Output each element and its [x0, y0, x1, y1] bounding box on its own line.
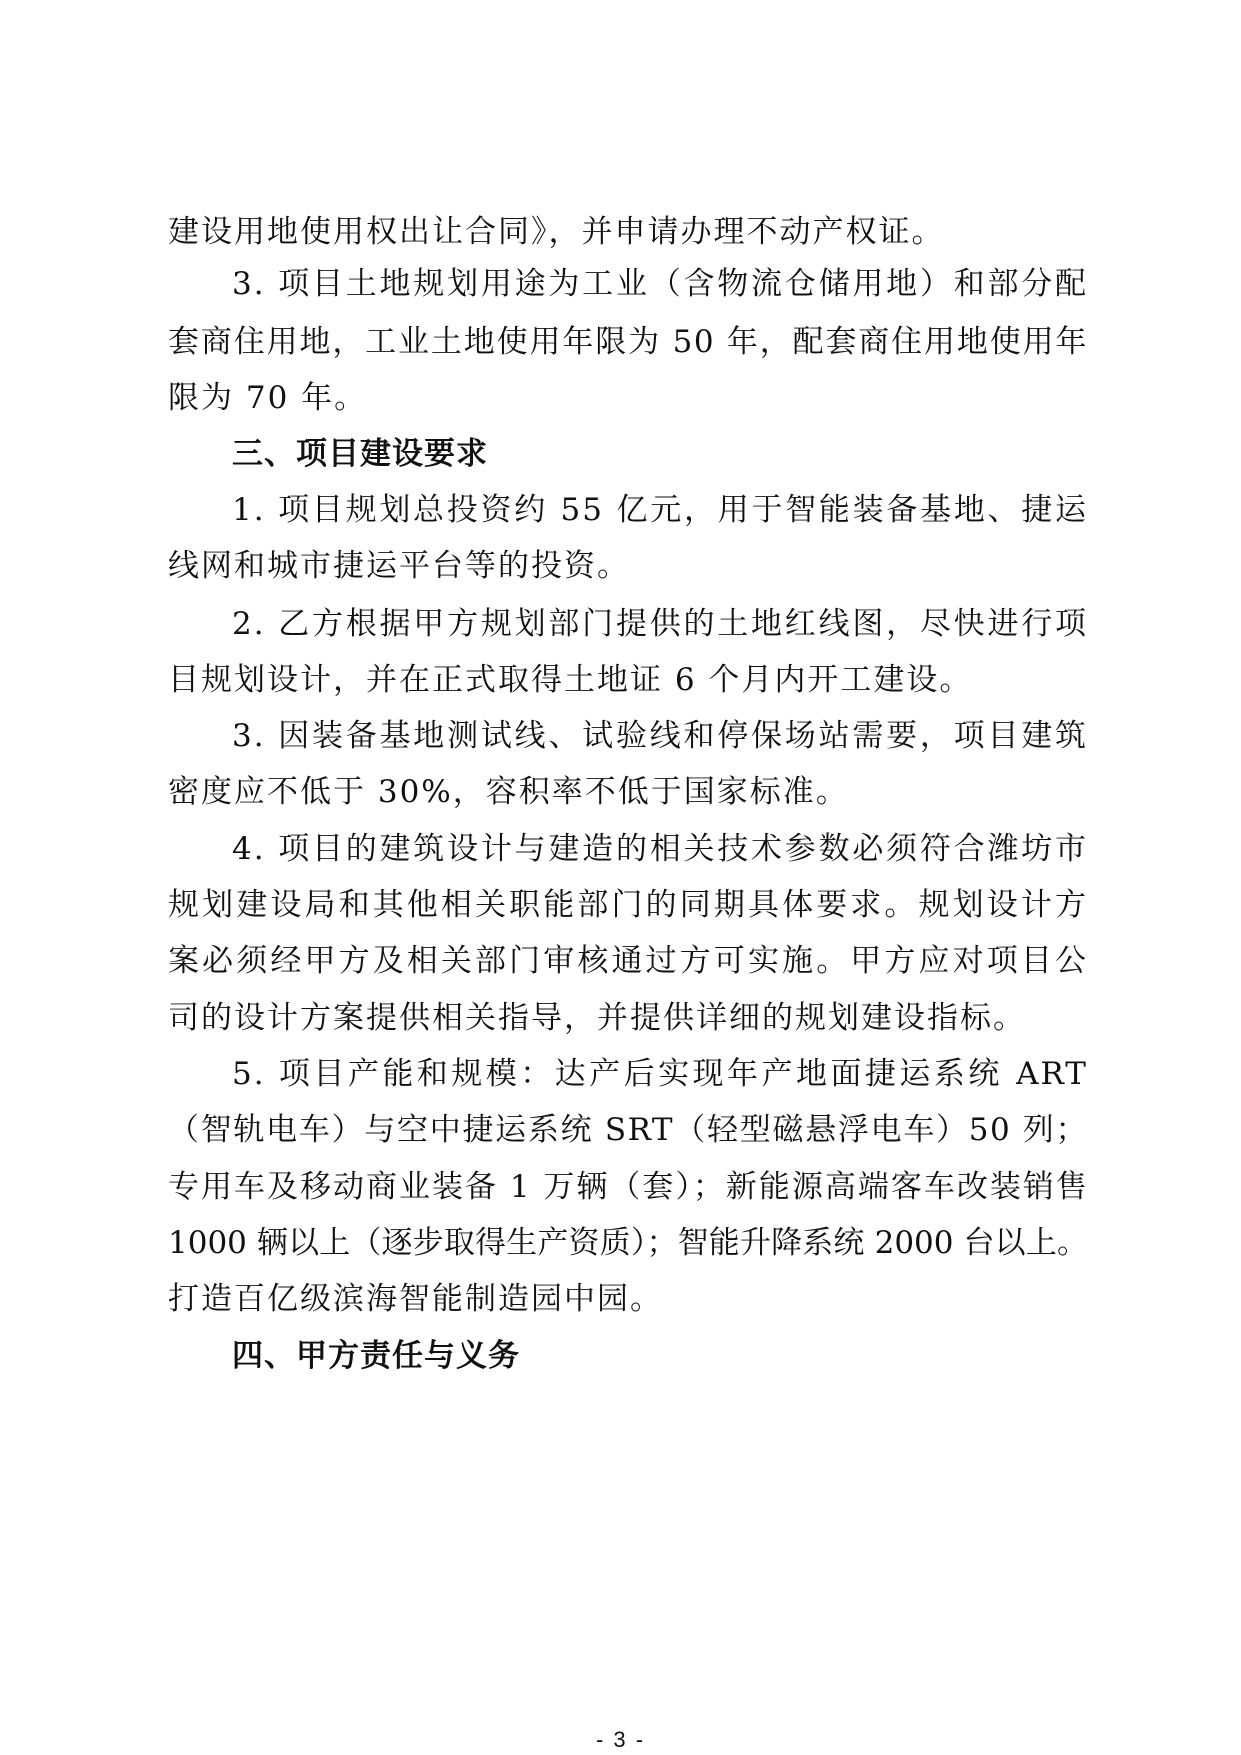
text-line-10: 3. 因装备基地测试线、试验线和停保场站需要，项目建筑 [232, 718, 1088, 754]
text-line-17: （智轨电车）与空中捷运系统 SRT（轻型磁悬浮电车）50 列； [168, 1112, 1088, 1148]
text-line-3: 套商住用地，工业土地使用年限为 50 年，配套商住用地使用年 [168, 324, 1088, 360]
section-heading-4: 四、甲方责任与义务 [232, 1338, 520, 1374]
text-line-18: 专用车及移动商业装备 1 万辆（套）；新能源高端客车改装销售 [168, 1169, 1089, 1205]
text-line-16: 5. 项目产能和规模：达产后实现年产地面捷运系统 ART [232, 1056, 1088, 1092]
text-line-7: 线网和城市捷运平台等的投资。 [168, 548, 630, 584]
section-heading-3: 三、项目建设要求 [232, 436, 488, 472]
text-line-6: 1. 项目规划总投资约 55 亿元，用于智能装备基地、捷运 [232, 492, 1088, 528]
text-line-12: 4. 项目的建筑设计与建造的相关技术参数必须符合潍坊市 [232, 831, 1088, 867]
text-line-19: 1000 辆以上（逐步取得生产资质）；智能升降系统 2000 台以上。 [168, 1225, 1088, 1261]
text-line-14: 案必须经甲方及相关部门审核通过方可实施。甲方应对项目公 [168, 943, 1088, 979]
page-number: - 3 - [595, 1727, 646, 1752]
text-line-13: 规划建设局和其他相关职能部门的同期具体要求。规划设计方 [168, 887, 1088, 923]
text-line-1: 建设用地使用权出让合同》，并申请办理不动产权证。 [168, 214, 945, 250]
text-line-11: 密度应不低于 30%，容积率不低于国家标准。 [168, 774, 849, 810]
text-line-4: 限为 70 年。 [168, 380, 368, 416]
text-line-9: 目规划设计，并在正式取得土地证 6 个月内开工建设。 [168, 662, 973, 698]
text-line-15: 司的设计方案提供相关指导，并提供详细的规划建设指标。 [168, 1000, 1026, 1036]
text-line-20: 打造百亿级滨海智能制造园中园。 [168, 1281, 663, 1317]
text-line-2: 3. 项目土地规划用途为工业（含物流仓储用地）和部分配 [232, 266, 1088, 302]
text-line-8: 2. 乙方根据甲方规划部门提供的土地红线图，尽快进行项 [232, 606, 1088, 642]
